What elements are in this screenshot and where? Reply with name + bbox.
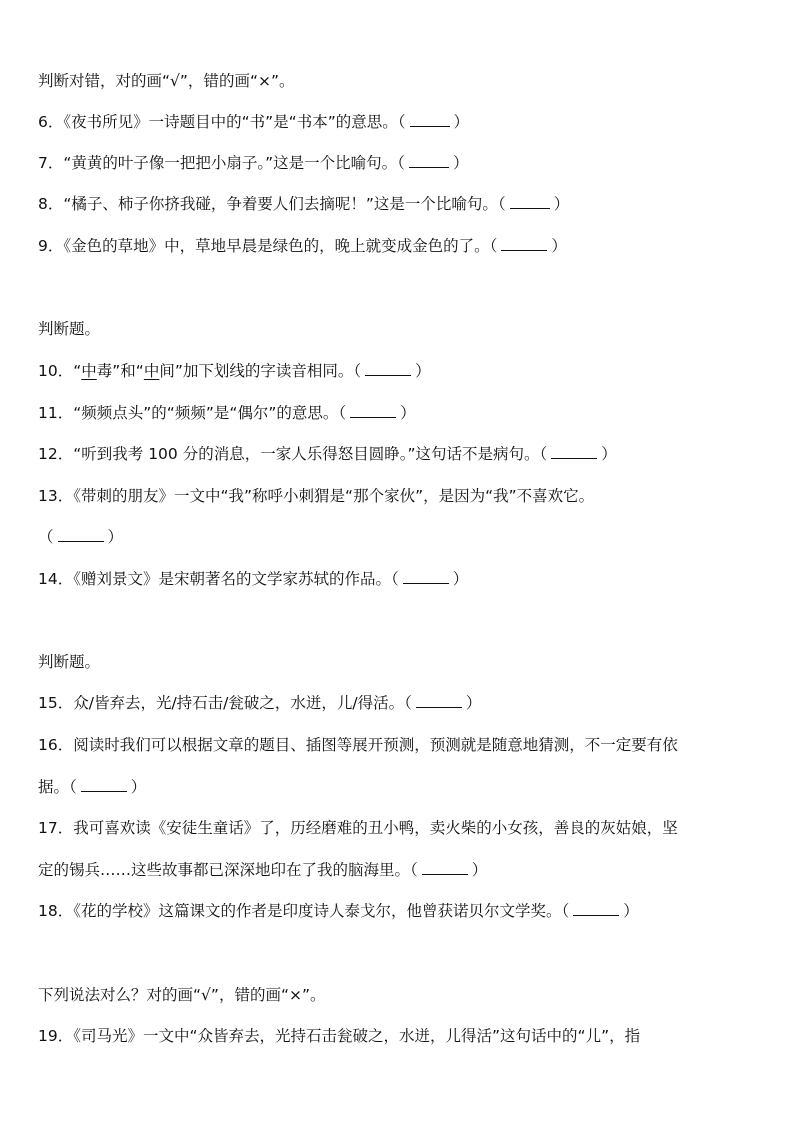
question-15	[38, 692, 481, 714]
question-18	[38, 900, 639, 922]
question-text-part: 间”加下划线的字读音相同。（	[159, 362, 362, 380]
question-8	[38, 193, 569, 215]
question-text: “频频点头”的“频频”是“偶尔”的意思。（	[73, 404, 347, 422]
question-number: 10．	[38, 362, 74, 380]
close-paren: ）	[130, 778, 147, 796]
answer-blank[interactable]	[365, 361, 411, 376]
question-number: 19．	[38, 1027, 74, 1045]
question-text: 《花的学校》这篇课文的作者是印度诗人泰戈尔，他曾获诺贝尔文学奖。（	[73, 902, 570, 920]
answer-blank[interactable]	[510, 194, 550, 209]
question-number: 18．	[38, 902, 74, 920]
question-text: 我可喜欢读《安徒生童话》了，历经磨难的丑小鸭，卖火柴的小女孩，善良的灰姑娘，坚	[73, 819, 678, 837]
close-paren: ）	[465, 694, 482, 712]
answer-blank[interactable]	[350, 403, 396, 418]
question-13	[38, 485, 594, 507]
question-number: 17．	[38, 819, 74, 837]
answer-blank[interactable]	[81, 777, 127, 792]
close-paren: ）	[623, 902, 639, 920]
question-14	[38, 568, 468, 590]
section-heading-2: 判断题。	[38, 320, 101, 338]
question-13-continued	[38, 526, 123, 548]
answer-blank[interactable]	[551, 444, 597, 459]
underlined-char: 中	[81, 362, 97, 380]
section-heading-4: 下列说法对么？对的画“√”，错的画“×”。	[38, 986, 326, 1004]
question-17	[38, 817, 678, 839]
answer-blank[interactable]	[410, 112, 450, 127]
close-paren: ）	[400, 404, 416, 422]
question-text-part: 毒”和“	[96, 362, 144, 380]
question-number: 8．	[38, 195, 64, 213]
question-number: 15．	[38, 694, 74, 712]
answer-blank[interactable]	[573, 901, 619, 916]
answer-blank[interactable]	[416, 693, 462, 708]
question-text: 据。（	[38, 778, 77, 796]
question-text: 众/皆弃去，光/持石击/瓮破之，水迸，儿/得活。（	[73, 694, 412, 712]
answer-blank[interactable]	[422, 860, 468, 875]
question-number: 14．	[38, 570, 74, 588]
question-number: 7．	[38, 154, 64, 172]
question-16	[38, 734, 678, 756]
question-17-continued	[38, 859, 487, 881]
close-paren: ）	[601, 445, 617, 463]
answer-blank[interactable]	[501, 236, 547, 251]
question-text: 《金色的草地》中，草地早晨是绿色的，晚上就变成金色的了。（	[63, 237, 498, 255]
question-6	[38, 111, 469, 133]
question-number: 12．	[38, 445, 74, 463]
question-number: 13．	[38, 487, 74, 505]
close-paren: ）	[453, 113, 470, 131]
question-text-part: “	[73, 362, 82, 380]
answer-blank[interactable]	[409, 153, 449, 168]
close-paren: ）	[551, 237, 567, 255]
close-paren: ）	[471, 861, 488, 879]
question-16-continued	[38, 776, 146, 798]
question-10	[38, 360, 431, 382]
question-number: 6．	[38, 113, 64, 131]
answer-blank[interactable]	[58, 527, 104, 542]
section-heading-1: 判断对错，对的画“√”，错的画“×”。	[38, 72, 295, 90]
close-paren: ）	[553, 195, 570, 213]
question-text: 定的锡兵……这些故事都已深深地印在了我的脑海里。（	[38, 861, 418, 879]
question-text: 阅读时我们可以根据文章的题目、插图等展开预测，预测就是随意地猜测，不一定要有依	[73, 736, 678, 754]
answer-blank[interactable]	[403, 569, 449, 584]
question-12	[38, 443, 617, 465]
close-paren: ）	[452, 154, 469, 172]
question-number: 16．	[38, 736, 74, 754]
question-text: “黄黄的叶子像一把把小扇子。”这是一个比喻句。（	[63, 154, 405, 172]
question-11	[38, 402, 416, 424]
question-number: 9．	[38, 237, 64, 255]
question-19	[38, 1025, 640, 1047]
section-heading-3: 判断题。	[38, 653, 101, 671]
question-text: 《司马光》一文中“众皆弃去，光持石击瓮破之，水迸，儿得活”这句话中的“儿”，指	[73, 1027, 641, 1045]
question-text: “橘子、柿子你挤我碰，争着要人们去摘呢！”这是一个比喻句。（	[63, 195, 506, 213]
question-text: “听到我考 100 分的消息，一家人乐得怒目圆睁。”这句话不是病句。（	[73, 445, 548, 463]
question-text: 《赠刘景文》是宋朝著名的文学家苏轼的作品。（	[73, 570, 399, 588]
question-text: 《夜书所见》一诗题目中的“书”是“书本”的意思。（	[63, 113, 406, 131]
close-paren: ）	[415, 362, 431, 380]
close-paren: ）	[452, 570, 469, 588]
question-9	[38, 235, 567, 257]
question-text: 《带刺的朋友》一文中“我”称呼小刺猬是“那个家伙”，是因为“我”不喜欢它。	[73, 487, 595, 505]
underlined-char: 中	[143, 362, 160, 380]
close-paren: ）	[107, 528, 124, 546]
question-number: 11．	[38, 404, 74, 422]
open-paren: （	[38, 528, 54, 546]
question-7	[38, 152, 468, 174]
